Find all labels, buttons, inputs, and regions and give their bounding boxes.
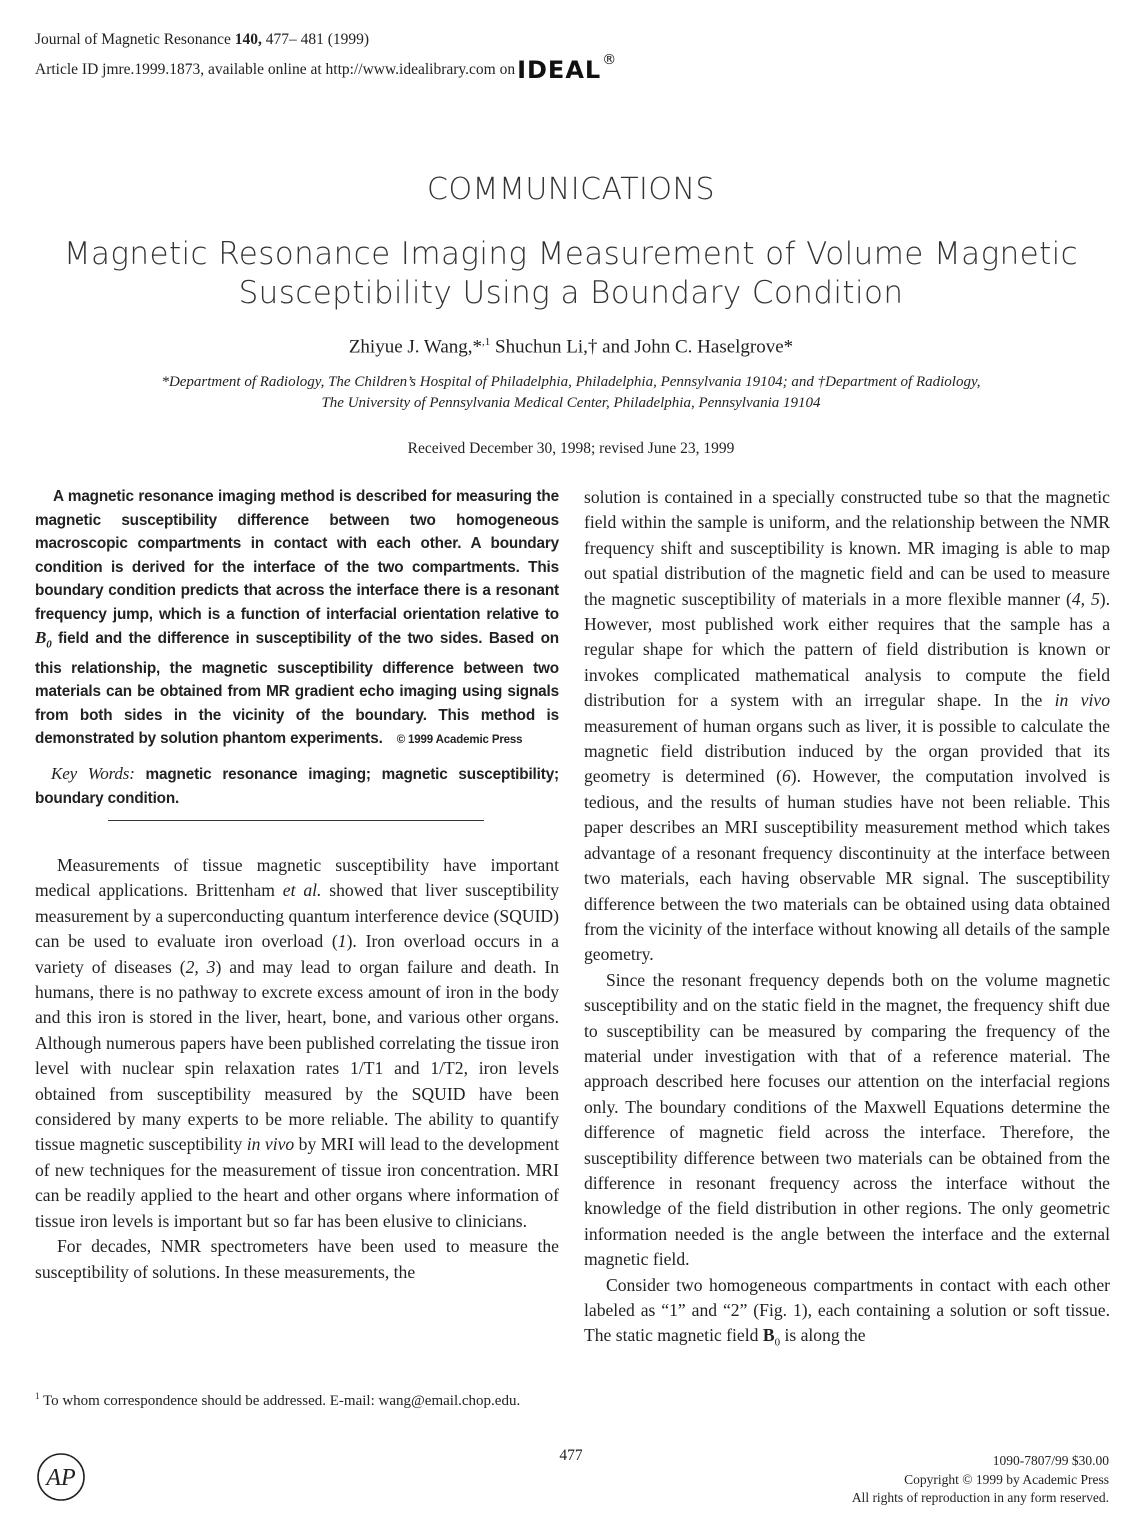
journal-citation bbox=[35, 29, 617, 50]
text-run: measurement of human organs such as liver, it is possible to calculate the magnetic field distribution induced by the organ provided that its geometry is determined ( bbox=[584, 715, 1110, 787]
abstract-copyright: © 1999 Academic Press bbox=[396, 734, 523, 747]
b0-symbol: B bbox=[762, 1325, 775, 1346]
paper-title-line-2: Susceptibility Using a Boundary Condition bbox=[238, 275, 904, 311]
paragraph bbox=[584, 485, 1110, 968]
text-run: ). However, most published work either requires that the sample has a regular shape for which the pattern of field distribution is known or invokes complicated mathematical analysis to compute the field distribution for a system with an irregular shape. In the bbox=[584, 588, 1111, 711]
keywords bbox=[35, 762, 559, 810]
abstract-text-1: A magnetic resonance imaging method is described for measuring the magnetic susceptibility difference between two homogeneous macroscopic compartments in contact with each other. A boundary condition is derived for the interface of the two compartments. This boundary condition predicts that across the interface there is a resonant frequency jump, which is a function of interfacial orientation relative to bbox=[35, 488, 559, 623]
page-number: 477 bbox=[559, 1447, 583, 1464]
footnote-text: To whom correspondence should be addressed. E-mail: wang@email.chop.edu. bbox=[39, 1393, 521, 1409]
journal-volume: 140, bbox=[234, 31, 262, 48]
footnote-mark: 1 bbox=[35, 1391, 40, 1401]
other-authors: Shuchun Li,† and John C. Haselgrove* bbox=[490, 336, 794, 358]
paragraph: For decades, NMR spectrometers have been used to measure the susceptibility of solutions. In these measurements, the bbox=[35, 1236, 559, 1282]
text-run: by MRI will lead to the development of new techniques for the measurement of tissue iron concentration. MRI can be readily applied to the heart and other organs where information of tissue iron levels is important but so far has been elusive to clinicians. bbox=[35, 1134, 559, 1231]
academic-press-logo-text: AP bbox=[46, 1465, 76, 1491]
in-vivo-term: in vivo bbox=[246, 1134, 295, 1155]
text-run: ). However, the computation involved is tedious, and the results of human studies have not been reliable. This paper describes an MRI susceptibility measurement method which takes advantage of a resonant frequency discontinuity at the interface between two materials, each having observable MR signal. The susceptibility difference between the two materials can be obtained using data obtained from the vicinity of the interface without knowing all details of the sample geometry. bbox=[584, 766, 1110, 965]
ideal-logo-text: IDEAL bbox=[517, 56, 602, 84]
text-run: ). Iron overload occurs in a variety of diseases ( bbox=[35, 931, 559, 977]
paper-title-line-1: Magnetic Resonance Imaging Measurement of Volume Magnetic bbox=[63, 236, 1079, 272]
author-1: Zhiyue J. Wang,* bbox=[348, 336, 483, 358]
issn-price: 1090-7807/99 $30.00 bbox=[992, 1453, 1109, 1468]
citation-ref: 1 bbox=[337, 931, 347, 952]
rights-line: All rights of reproduction in any form reserved. bbox=[851, 1490, 1109, 1505]
journal-pages: 477– 481 (1999) bbox=[261, 31, 370, 48]
academic-press-logo bbox=[36, 1452, 86, 1502]
journal-header bbox=[35, 29, 618, 84]
paragraph: Since the resonant frequency depends both on the volume magnetic susceptibility and on the static field in the magnet, the frequency shift due to susceptibility can be measured by comparing the frequency of the material under investigation with that of a reference material. The approach described here focuses our attention on the interfacial regions only. The boundary conditions of the Maxwell Equations determine the difference of magnetic field across the interface. Therefore, the susceptibility difference between two materials can be obtained from the difference in resonant frequency across the interface without the knowledge of the field distribution in other regions. The only geometric information needed is the angle between the interface and the external magnetic field. bbox=[584, 969, 1110, 1270]
copyright-line: Copyright © 1999 by Academic Press bbox=[904, 1471, 1109, 1487]
author-list bbox=[0, 336, 1142, 358]
paragraph bbox=[35, 853, 559, 1234]
keywords-text: magnetic resonance imaging; magnetic susceptibility; boundary condition. bbox=[35, 766, 559, 807]
abstract-b0-symbol: B bbox=[35, 628, 47, 647]
paper-title bbox=[60, 235, 1082, 313]
author-footnote-mark: ,1 bbox=[482, 336, 491, 348]
paragraph bbox=[584, 1273, 1110, 1357]
citation-ref: 2, 3 bbox=[185, 956, 216, 977]
keywords-label: Key Words: bbox=[51, 764, 135, 783]
section-title: COMMUNICATIONS bbox=[427, 172, 715, 207]
text-run: is along the bbox=[780, 1325, 866, 1346]
text-run: Consider two homogeneous compartments in contact with each other labeled as “1” and “2” (Fig. 1), each containing a solution or soft tissue. The static magnetic field bbox=[584, 1274, 1110, 1346]
et-al: et al. bbox=[282, 880, 322, 901]
in-vivo-term: in vivo bbox=[1054, 690, 1110, 711]
abstract bbox=[35, 485, 559, 753]
received-dates: Received December 30, 1998; revised June 23, 1999 bbox=[407, 440, 735, 457]
copyright-block bbox=[852, 1452, 1109, 1508]
abstract-divider bbox=[108, 820, 484, 821]
text-run: Measurements of tissue magnetic susceptibility have important medical applications. Brittenham bbox=[35, 855, 559, 901]
citation-ref: 6 bbox=[781, 766, 791, 787]
citation-ref: 4, 5 bbox=[1071, 588, 1100, 609]
abstract-text-2: field and the difference in susceptibility of the two sides. Based on this relationship, the magnetic susceptibility difference between two materials can be obtained from MR gradient echo imaging using signals from both sides in the vicinity of the boundary. This method is demonstrated by solution phantom experiments. bbox=[35, 630, 559, 748]
affiliation-line-1: *Department of Radiology, The Children’s Hospital of Philadelphia, Philadelphia, Pennsylvania 19104; and †Department of Radiology, bbox=[161, 374, 981, 390]
text-run: showed that liver susceptibility measurement by a superconducting quantum interference device (SQUID) can be used to evaluate iron overload ( bbox=[35, 880, 559, 952]
b0-subscript: 0 bbox=[774, 1336, 781, 1349]
ideal-logo bbox=[517, 50, 618, 84]
footnote bbox=[35, 1387, 559, 1411]
affiliations bbox=[60, 372, 1082, 414]
left-column bbox=[35, 853, 559, 1285]
text-run: ) and may lead to organ failure and death. In humans, there is no pathway to excrete excess amount of iron in the body and this iron is stored in the liver, heart, bone, and various other organs. Although numerous papers have been published correlating the tissue iron level with nuclear spin relaxation rates 1/T1 and 1/T2, iron levels obtained from susceptibility measured by the SQUID have been considered by many experts to be more reliable. The ability to quantify tissue magnetic susceptibility bbox=[35, 956, 559, 1155]
text-run: solution is contained in a specially constructed tube so that the magnetic field within the sample is uniform, and the relationship between the NMR frequency shift and susceptibility is known. MR imaging is able to map out spatial distribution of the magnetic field and can be used to measure the magnetic susceptibility of materials in a more flexible manner ( bbox=[584, 487, 1110, 609]
registered-mark: ® bbox=[602, 52, 618, 68]
affiliation-line-2: The University of Pennsylvania Medical Center, Philadelphia, Pennsylvania 19104 bbox=[321, 395, 821, 411]
right-column bbox=[584, 485, 1110, 1356]
article-id-text: Article ID jmre.1999.1873, available online at http://www.idealibrary.com on bbox=[35, 61, 516, 78]
article-id-line bbox=[35, 50, 618, 84]
journal-name: Journal of Magnetic Resonance bbox=[35, 31, 235, 48]
abstract-b0-subscript: 0 bbox=[46, 638, 52, 651]
